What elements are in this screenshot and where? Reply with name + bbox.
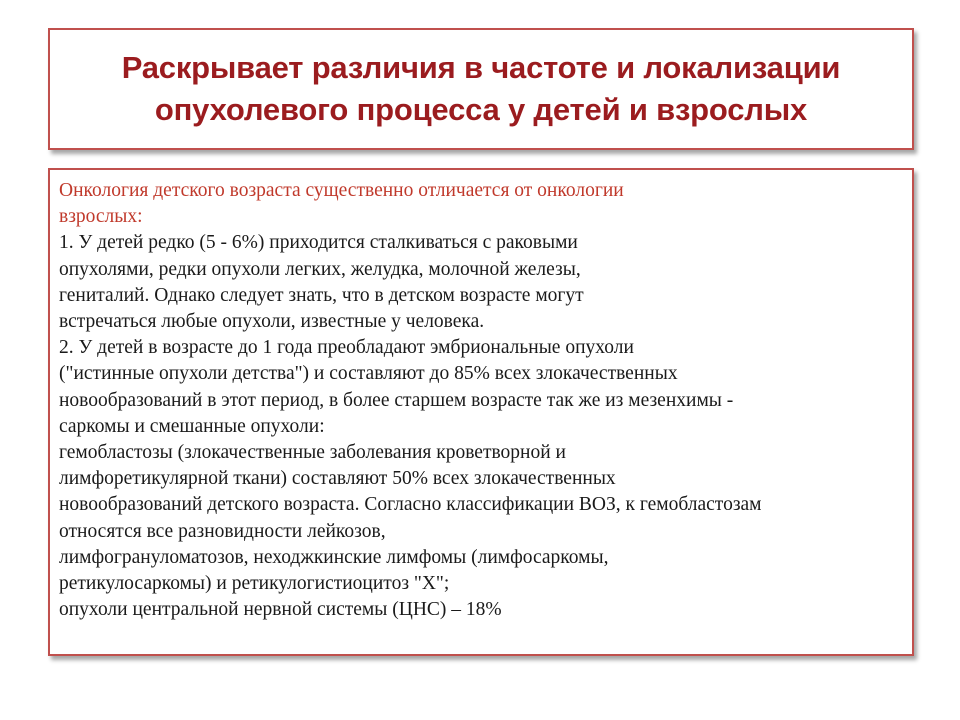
intro-line: Онкология детского возраста существенно отличается от онкологии (59, 180, 624, 201)
body-text-line: 2. У детей в возрасте до 1 года преобладают эмбриональные опухоли (59, 337, 634, 359)
body-text-line: саркомы и смешанные опухоли: (59, 415, 325, 437)
body-text-line: 1. У детей редко (5 - 6%) приходится сталкиваться с раковыми (59, 232, 578, 254)
body-text-line: опухолями, редки опухоли легких, желудка, молочной железы, (59, 258, 581, 280)
body-text-line: гениталий. Однако следует знать, что в детском возрасте могут (59, 284, 584, 306)
body-text-line: опухоли центральной нервной системы (ЦНС) – 18% (59, 599, 502, 621)
body-text-line: новообразований детского возраста. Согласно классификации ВОЗ, к гемобластозам (59, 494, 762, 516)
intro-line: взрослых: (59, 206, 143, 228)
body-text-line: ("истинные опухоли детства") и составляют до 85% всех злокачественных (59, 363, 678, 385)
slide-body-box (48, 168, 914, 656)
slide-title-line-1: Раскрывает различия в частоте и локализации (121, 50, 841, 85)
body-text-line: относятся все разновидности лейкозов, (59, 520, 386, 542)
body-text-line: новообразований в этот период, в более старшем возрасте так же из мезенхимы - (59, 389, 734, 411)
slide-title-box (48, 28, 914, 150)
body-text-line: ретикулосаркомы) и ретикулогистиоцитоз "Х"; (59, 573, 450, 595)
body-text-line: встречаться любые опухоли, известные у человека. (59, 311, 485, 333)
body-text-line: лимфогрануломатозов, неходжкинские лимфомы (лимфосаркомы, (59, 546, 609, 568)
body-text-line: гемобластозы (злокачественные заболевания кроветворной и (59, 442, 566, 464)
slide-title-line-2: опухолевого процесса у детей и взрослых (154, 92, 808, 127)
body-text-line: лимфоретикулярной ткани) составляют 50% всех злокачественных (59, 468, 616, 490)
